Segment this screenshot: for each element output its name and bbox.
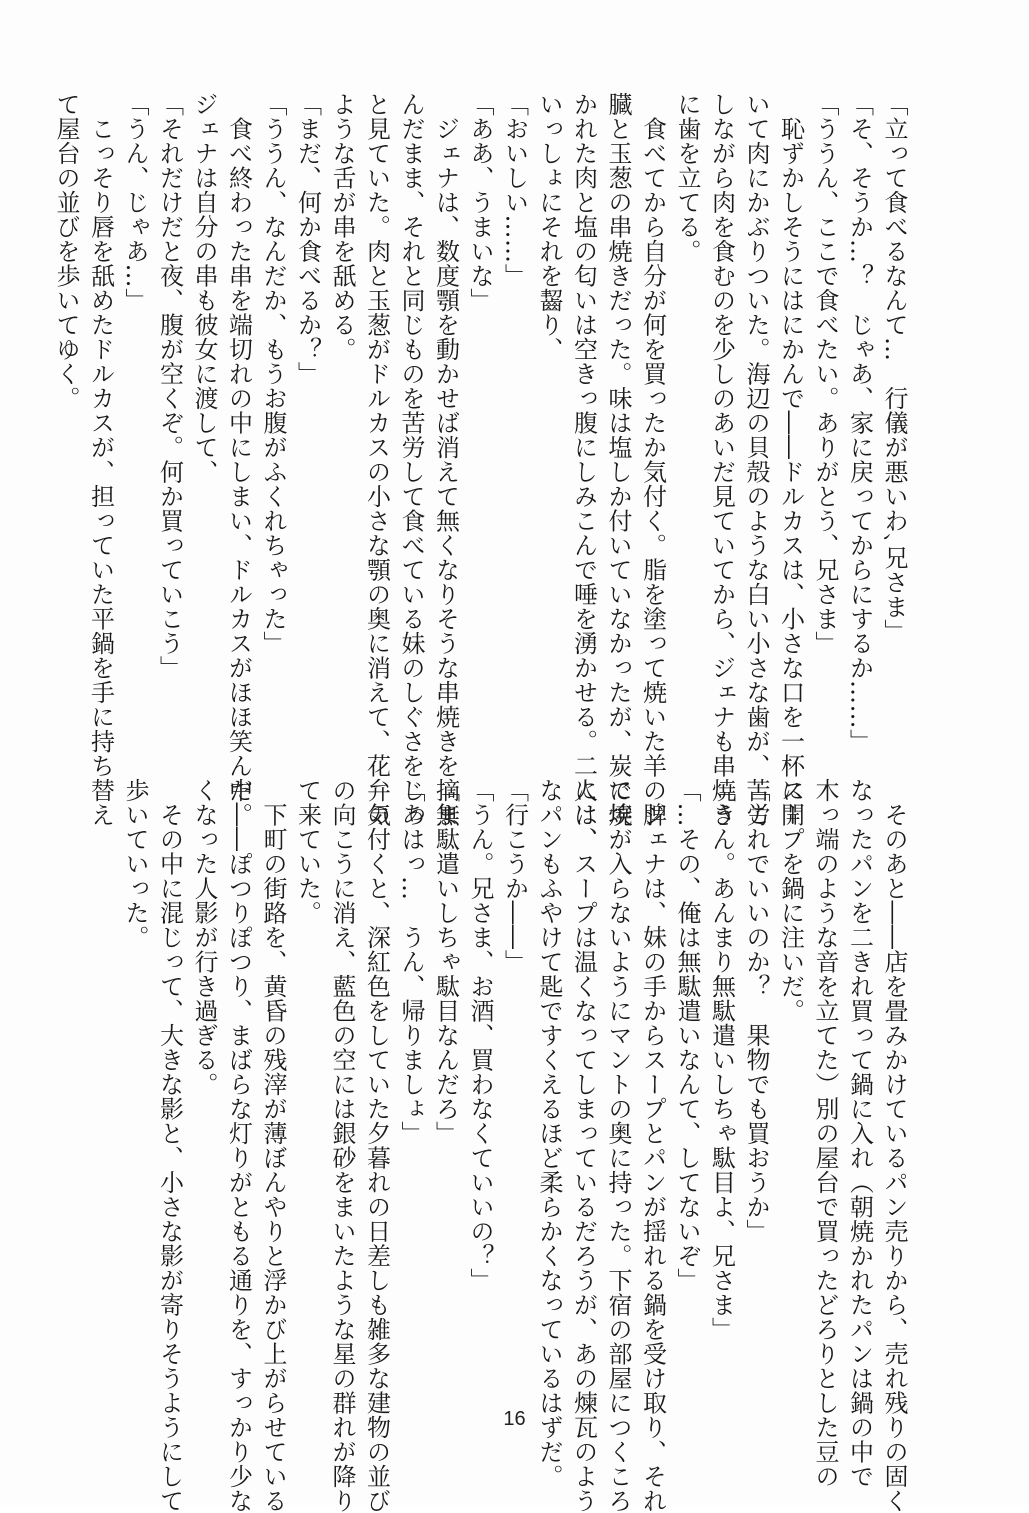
text-line: 中――ぽつりぽつり、まばらな灯りがともる通りを、すっかり少な [224,778,253,1513]
text-line: んだまま、それと同じものを苦労して食べている妹のしぐさをじっ [397,92,425,827]
text-line: に埃が入らないようにマントの奥に持った。下宿の部屋につくころ [604,778,632,1513]
text-line: の向こうに消え、藍色の空には銀砂をまいたような星の群れが降り [328,778,356,1513]
text-line: には、スープは温くなってしまっているだろうが、あの煉瓦のよう [569,778,598,1513]
text-line: 「うん、じゃあ…」 [121,92,149,313]
text-line: 「おいしい……」 [500,92,529,288]
text-line: 「それだけだと夜、腹が空くぞ。何か買っていこう」 [155,92,184,680]
text-line: と見ていた。肉と玉葱がドルカスの小さな顎の奥に消えて、花弁の [362,92,391,827]
text-line: ジェナは、妹の手からスープとパンが揺れる鍋を受け取り、それ [638,778,667,1513]
text-line: 「まだ、何か食べるか？」 [293,92,322,386]
text-line: 「あはっ… うん、帰りましょ」 [397,778,425,1146]
text-line: ジェナは、数度顎を動かせば消えて無くなりそうな串焼きを摘ま [431,92,460,827]
text-line: しながら肉を食むのを少しのあいだ見ていてから、ジェナも串焼き [707,92,736,827]
text-line: 「うん。あんまり無駄遣いしちゃ駄目よ、兄さま」 [707,778,736,1342]
text-line: 「これでいいのか？ 果物でも買おうか」 [742,778,770,1244]
text-line: そのあと――店を畳みかけているパン売りから、売れ残りの固く [880,778,908,1513]
text-line: 「無駄遣いしちゃ駄目なんだろ」 [431,778,460,1146]
text-line: その中に混じって、大きな影と、小さな影が寄りそうようにして [155,778,184,1513]
text-line: 食べてから自分が何を買ったか気付く。脂を塗って焼いた羊の脾 [638,92,667,827]
text-line: 「…その、俺は無駄遣いなんて、してないぞ」 [673,778,701,1293]
text-line: くなった人影が行き過ぎる。 [190,778,218,1097]
text-line: 「行こうか――」 [500,778,529,974]
text-line: ような舌が串を舐める。 [328,92,356,362]
text-line: なパンもふやけて匙ですくえるほど柔らかくなっているはずだ。 [535,778,563,1489]
text-line: 「ううん、なんだか、もうお腹がふくれちゃった」 [259,92,287,656]
text-line: いっしょにそれを齧り、 [535,92,563,362]
text-line: いて肉にかぶりついた。海辺の貝殻のような白い小さな歯が、苦労 [742,92,770,827]
text-line: 食べ終わった串を端切れの中にしまい、ドルカスがほほ笑んだ。 [224,92,253,827]
text-line: スープを鍋に注いだ。 [776,778,805,1023]
text-line: 恥ずかしそうにはにかんで――ドルカスは、小さな口を一杯に開 [776,92,805,827]
text-line: て屋台の並びを歩いてゆく。 [52,92,80,411]
text-line: こっそり唇を舐めたドルカスが、担っていた平鍋を手に持ち替え [86,92,115,827]
text-line: かれた肉と塩の匂いは空きっ腹にしみこんで唾を湧かせる。二人は、 [569,92,598,852]
text-line: 「そ、そうか…？ じゃあ、家に戻ってからにするか……」 [845,92,874,754]
text-line: なったパンを二きれ買って鍋に入れ（朝焼かれたパンは鍋の中で [845,778,874,1489]
text-line: 「ううん、ここで食べたい。ありがとう、兄さま」 [811,92,839,656]
text-line: 「うん。兄さま、お酒、買わなくていいの？」 [466,778,494,1293]
text-line: て来ていた。 [293,778,322,925]
text-line: に歯を立てる。 [673,92,701,264]
text-line: 臓と玉葱の串焼きだった。味は塩しか付いていなかったが、炭で焼 [604,92,632,827]
text-line: ジェナは自分の串も彼女に渡して、 [190,92,218,484]
text-line: 「ああ、うまいな」 [466,92,494,313]
text-line: 下町の街路を、黄昏の残滓が薄ぼんやりと浮かび上がらせている [259,778,287,1513]
text-line: 気付くと、深紅色をしていた夕暮れの日差しも雑多な建物の並び [362,778,391,1513]
page-number: 16 [503,1408,526,1430]
text-line: 歩いていった。 [121,778,149,950]
text-line: 木っ端のような音を立てた）別の屋台で買ったどろりとした豆の [811,778,839,1489]
text-line: 「立って食べるなんて… 行儀が悪いわ､兄さま」 [880,92,908,644]
